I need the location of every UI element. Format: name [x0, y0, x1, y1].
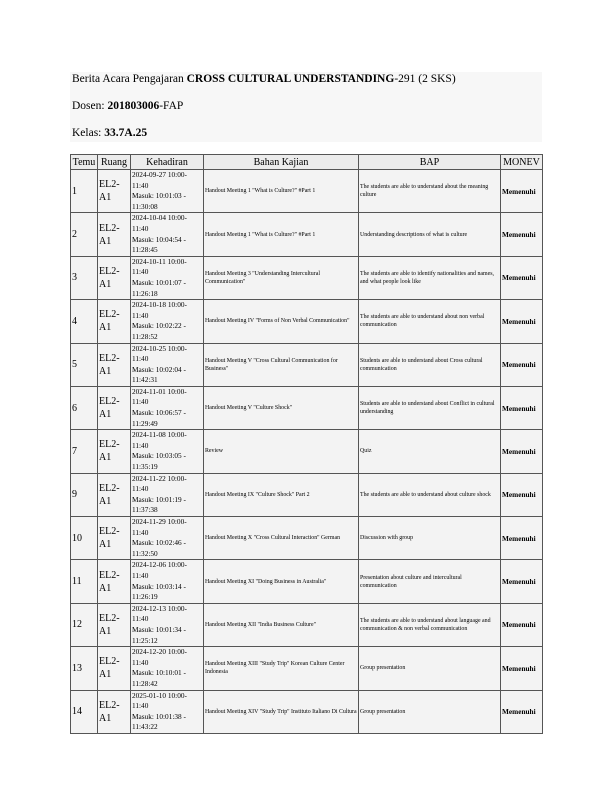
cell-temu [71, 343, 98, 386]
cell-monev [501, 647, 543, 690]
check-in-time: Masuk: 10:01:38 - 11:43:22 [132, 711, 186, 732]
cell-bahan-kajian [204, 560, 359, 603]
monev-value: Memenuhi [502, 403, 536, 413]
cell-ruang [98, 256, 131, 299]
schedule-time: 2024-11-08 10:00-11:40 [132, 430, 187, 450]
table-row [71, 603, 543, 646]
cell-temu [71, 517, 98, 560]
cell-bahan-kajian [204, 170, 359, 213]
document-header [70, 72, 542, 142]
check-in-time: Masuk: 10:01:34 - 11:25:12 [132, 624, 186, 645]
cell-monev [501, 560, 543, 603]
ruang-value: EL2-A1 [99, 396, 120, 421]
cell-temu [71, 300, 98, 343]
schedule-time: 2024-11-01 10:00-11:40 [132, 386, 187, 407]
cell-monev [501, 517, 543, 560]
temu-value: 14 [72, 706, 82, 718]
monev-value: Memenuhi [502, 316, 536, 326]
cell-bap [359, 170, 501, 213]
table-body [71, 170, 543, 734]
cell-ruang [98, 430, 131, 473]
cell-temu [71, 170, 98, 213]
cell-ruang [98, 473, 131, 516]
dosen-label: Dosen: [72, 100, 108, 112]
cell-bap [359, 213, 501, 256]
cell-ruang [98, 343, 131, 386]
bahan-value: Handout Meeting V "Culture Shock" [205, 405, 293, 412]
course-code: -291 (2 SKS) [394, 73, 456, 85]
temu-value: 11 [72, 576, 82, 588]
cell-kehadiran [131, 256, 204, 299]
cell-bap [359, 647, 501, 690]
title-prefix: Berita Acara Pengajaran [72, 73, 187, 85]
col-header-kehadiran: Kehadiran [131, 155, 204, 170]
monev-value: Memenuhi [502, 273, 536, 283]
cell-kehadiran [131, 647, 204, 690]
cell-temu [71, 690, 98, 733]
ruang-value: EL2-A1 [99, 352, 120, 377]
bahan-value: Handout Meeting XI "Doing Business in Australia" [205, 578, 327, 585]
check-in-time: Masuk: 10:01:19 - 11:37:38 [132, 494, 186, 515]
check-in-time: Masuk: 10:03:14 - 11:26:19 [132, 581, 186, 602]
cell-kehadiran [131, 213, 204, 256]
bap-value: Discussion with group [360, 535, 414, 542]
bap-value: Group presentation [360, 665, 406, 672]
cell-kehadiran [131, 343, 204, 386]
cell-monev [501, 473, 543, 516]
temu-value: 4 [72, 315, 77, 327]
cell-bahan-kajian [204, 690, 359, 733]
table-row [71, 473, 543, 516]
table-row [71, 256, 543, 299]
col-header-temu: Temu [71, 155, 98, 170]
bap-value: Presentation about culture and intercultural communication [360, 574, 462, 589]
monev-value: Memenuhi [502, 533, 536, 543]
teaching-record-table [70, 154, 543, 734]
table-row [71, 300, 543, 343]
ruang-value: EL2-A1 [99, 309, 120, 334]
cell-bahan-kajian [204, 473, 359, 516]
cell-monev [501, 300, 543, 343]
schedule-time: 2024-10-18 10:00-11:40 [132, 300, 187, 320]
bap-value: Students are able to understand about Conflict in cultural understanding [360, 401, 495, 416]
cell-bahan-kajian [204, 603, 359, 646]
check-in-time: Masuk: 10:02:46 - 11:32:50 [132, 538, 186, 558]
temu-value: 5 [72, 359, 77, 371]
ruang-value: EL2-A1 [99, 439, 120, 464]
cell-kehadiran [131, 603, 204, 646]
cell-bap [359, 603, 501, 646]
cell-ruang [98, 603, 131, 646]
cell-monev [501, 386, 543, 429]
bap-value: Quiz [360, 448, 372, 455]
cell-bap [359, 517, 501, 560]
cell-ruang [98, 647, 131, 690]
table-row [71, 560, 543, 603]
schedule-time: 2024-11-29 10:00-11:40 [132, 517, 187, 537]
ruang-value: EL2-A1 [99, 482, 120, 507]
bap-value: Students are able to understand about Cross cultural communication [360, 357, 483, 372]
cell-ruang [98, 517, 131, 560]
bahan-value: Handout Meeting XIV "Study Trip" Instituto Italiano Di Cultura [205, 708, 357, 715]
table-row [71, 343, 543, 386]
cell-monev [501, 213, 543, 256]
cell-bap [359, 386, 501, 429]
cell-temu [71, 647, 98, 690]
cell-temu [71, 473, 98, 516]
cell-ruang [98, 690, 131, 733]
cell-bahan-kajian [204, 300, 359, 343]
check-in-time: Masuk: 10:02:04 - 11:42:31 [132, 364, 186, 385]
temu-value: 6 [72, 402, 77, 414]
cell-kehadiran [131, 300, 204, 343]
table-row [71, 430, 543, 473]
cell-kehadiran [131, 170, 204, 213]
cell-bahan-kajian [204, 343, 359, 386]
bap-value: The students are able to understand about the meaning culture [360, 184, 489, 199]
bap-value: The students are able to understand about language and communication & non verbal communication [360, 617, 491, 632]
ruang-value: EL2-A1 [99, 569, 120, 594]
kelas-value: 33.7A.25 [104, 127, 148, 139]
schedule-time: 2024-12-13 10:00-11:40 [132, 603, 187, 624]
schedule-time: 2024-12-06 10:00-11:40 [132, 560, 187, 580]
monev-value: Memenuhi [502, 360, 536, 370]
temu-value: 9 [72, 489, 77, 501]
check-in-time: Masuk: 10:02:22 - 11:28:52 [132, 321, 186, 341]
cell-bahan-kajian [204, 213, 359, 256]
temu-value: 7 [72, 445, 77, 457]
check-in-time: Masuk: 10:01:03 - 11:30:08 [132, 191, 186, 211]
bahan-value: Handout Meeting IX "Culture Shock" Part 2 [205, 491, 310, 498]
table-row [71, 213, 543, 256]
check-in-time: Masuk: 10:01:07 - 11:26:18 [132, 277, 186, 298]
cell-bap [359, 473, 501, 516]
bahan-value: Review [205, 448, 223, 455]
cell-kehadiran [131, 473, 204, 516]
bahan-value: Handout Meeting V "Cross Cultural Communication for Business" [205, 357, 338, 372]
ruang-value: EL2-A1 [99, 699, 120, 724]
dosen-suffix: -FAP [159, 100, 184, 112]
cell-bap [359, 690, 501, 733]
temu-value: 12 [72, 619, 82, 631]
cell-temu [71, 386, 98, 429]
cell-kehadiran [131, 560, 204, 603]
monev-value: Memenuhi [502, 186, 536, 196]
cell-monev [501, 343, 543, 386]
schedule-time: 2024-10-25 10:00-11:40 [132, 343, 187, 364]
ruang-value: EL2-A1 [99, 526, 120, 551]
monev-value: Memenuhi [502, 663, 536, 673]
monev-value: Memenuhi [502, 490, 536, 500]
cell-kehadiran [131, 430, 204, 473]
class-line [72, 127, 147, 139]
cell-bap [359, 300, 501, 343]
schedule-time: 2025-01-10 10:00-11:40 [132, 690, 187, 711]
bahan-value: Handout Meeting 1 "What is Culture?" #Part 1 [205, 188, 316, 195]
cell-bap [359, 343, 501, 386]
cell-bahan-kajian [204, 517, 359, 560]
cell-ruang [98, 213, 131, 256]
temu-value: 10 [72, 532, 82, 544]
table-row [71, 647, 543, 690]
cell-ruang [98, 560, 131, 603]
document-title [72, 73, 456, 85]
bahan-value: Handout Meeting X "Cross Cultural Interaction" German [205, 535, 341, 542]
monev-value: Memenuhi [502, 230, 536, 240]
cell-monev [501, 430, 543, 473]
temu-value: 13 [72, 662, 82, 674]
temu-value: 3 [72, 272, 77, 284]
cell-bap [359, 560, 501, 603]
check-in-time: Masuk: 10:06:57 - 11:29:49 [132, 408, 186, 428]
cell-temu [71, 430, 98, 473]
check-in-time: Masuk: 10:10:01 - 11:28:42 [132, 668, 186, 688]
ruang-value: EL2-A1 [99, 222, 120, 247]
cell-bap [359, 256, 501, 299]
ruang-value: EL2-A1 [99, 265, 120, 290]
table-row [71, 517, 543, 560]
monev-value: Memenuhi [502, 577, 536, 587]
ruang-value: EL2-A1 [99, 179, 120, 204]
cell-temu [71, 603, 98, 646]
cell-bahan-kajian [204, 647, 359, 690]
cell-bap [359, 430, 501, 473]
bap-value: The students are able to understand about culture shock [360, 491, 491, 498]
monev-value: Memenuhi [502, 446, 536, 456]
ruang-value: EL2-A1 [99, 656, 120, 681]
kelas-label: Kelas: [72, 127, 105, 139]
cell-temu [71, 213, 98, 256]
cell-bahan-kajian [204, 256, 359, 299]
cell-bahan-kajian [204, 386, 359, 429]
temu-value: 1 [72, 185, 77, 197]
schedule-time: 2024-10-11 10:00-11:40 [132, 256, 187, 277]
col-header-bap: BAP [359, 155, 501, 170]
cell-monev [501, 170, 543, 213]
cell-temu [71, 256, 98, 299]
lecturer-line [72, 100, 183, 112]
table-header-row [71, 155, 543, 170]
dosen-id: 201803006 [107, 100, 160, 112]
monev-value: Memenuhi [502, 707, 536, 717]
bap-value: Understanding descriptions of what is culture [360, 231, 468, 238]
cell-ruang [98, 170, 131, 213]
schedule-time: 2024-12-20 10:00-11:40 [132, 647, 187, 667]
col-header-bahan-kajian: Bahan Kajian [204, 155, 359, 170]
bahan-value: Handout Meeting XII "India Business Culture" [205, 621, 316, 628]
col-header-monev: MONEV [501, 155, 543, 170]
schedule-time: 2024-11-22 10:00-11:40 [132, 473, 187, 494]
monev-value: Memenuhi [502, 620, 536, 630]
cell-kehadiran [131, 690, 204, 733]
cell-kehadiran [131, 386, 204, 429]
bahan-value: Handout Meeting IV "Forms of Non Verbal Communication" [205, 318, 350, 325]
cell-monev [501, 256, 543, 299]
table-row [71, 690, 543, 733]
check-in-time: Masuk: 10:03:05 - 11:35:19 [132, 451, 186, 472]
table-row [71, 170, 543, 213]
cell-ruang [98, 386, 131, 429]
cell-bahan-kajian [204, 430, 359, 473]
table-row [71, 386, 543, 429]
ruang-value: EL2-A1 [99, 612, 120, 637]
cell-temu [71, 560, 98, 603]
bap-value: Group presentation [360, 708, 406, 715]
bap-value: The students are able to understand about non verbal communication [360, 314, 485, 329]
cell-ruang [98, 300, 131, 343]
cell-kehadiran [131, 517, 204, 560]
bap-value: The students are able to identify nationalities and names, and what people look like [360, 270, 494, 285]
cell-monev [501, 603, 543, 646]
course-name: CROSS CULTURAL UNDERSTANDING [186, 73, 395, 85]
bahan-value: Handout Meeting XIII "Study Trip" Korean Culture Center Indonesia [205, 661, 345, 676]
col-header-ruang: Ruang [98, 155, 131, 170]
bahan-value: Handout Meeting 1 "What is Culture?" #Part 1 [205, 231, 316, 238]
check-in-time: Masuk: 10:04:54 - 11:28:45 [132, 234, 186, 255]
temu-value: 2 [72, 229, 77, 241]
bahan-value: Handout Meeting 3 "Understanding Intercultural Communication" [205, 270, 320, 285]
schedule-time: 2024-10-04 10:00-11:40 [132, 213, 187, 233]
schedule-time: 2024-09-27 10:00-11:40 [132, 170, 187, 190]
cell-monev [501, 690, 543, 733]
